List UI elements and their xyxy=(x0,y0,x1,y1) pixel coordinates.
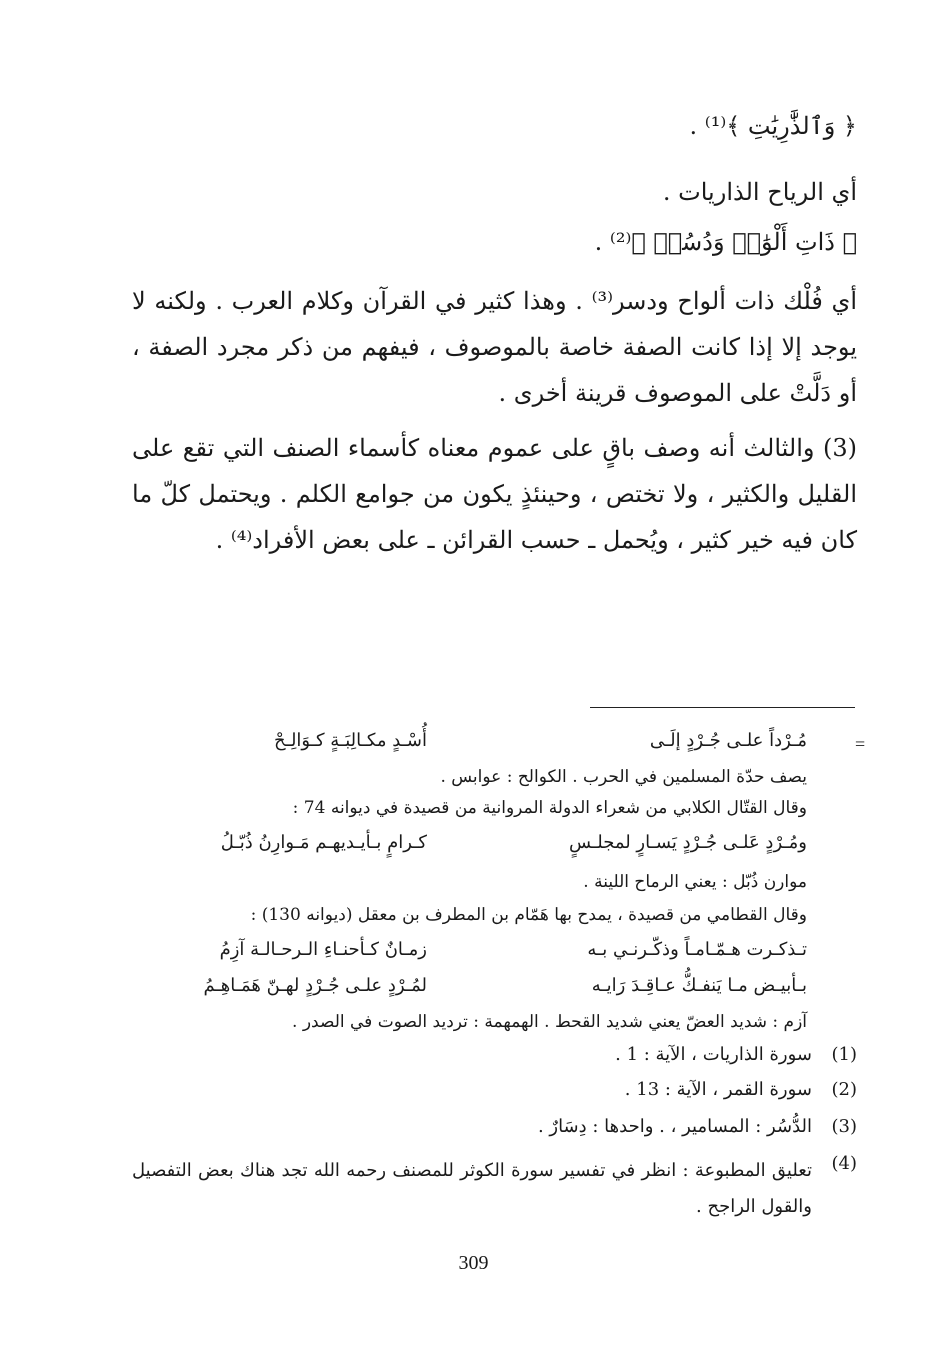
verse-2-first-half: ومُـرْدٍ عَلـى جُـرْدٍ يَسـارٍ لمجلـسٍ xyxy=(569,832,807,853)
explanation-line: أي الرياح الذاريات . xyxy=(662,178,857,206)
quran-verse-adh-dhariyat: ﴿ وَٱلذَّٰرِيَٰتِ ﴾⁽¹⁾ . xyxy=(689,112,857,140)
main-paragraph-1: أي فُلْك ذات ألواح ودسر⁽³⁾ . وهذا كثير في القرآن وكلام العرب . ولكنه لا يوجد إلا إذا كانت الصفة خاصة بالموصوف ، فيفهم من ذكر مجرد الصفة ، أو دَلَّتْ على الموصوف قرينة أخرى . xyxy=(132,287,858,407)
verse-2-second-half: كـرامٍ بـأيـديهـم مَـوارِنُ ذُبّـلُ xyxy=(220,832,427,853)
verse-3-first-half: تـذكـرت هـمّـامـاً وذكّـرنـي بـه xyxy=(587,939,807,960)
footnote-commentary-line: وقال القتّال الكلابي من شعراء الدولة المروانية من قصيدة في ديوانه 74 : xyxy=(292,798,807,818)
page-number: 309 xyxy=(458,1252,489,1274)
footnote-commentary-line: موارن ذُبّل : يعني الرماح اللينة . xyxy=(583,872,807,892)
footnote-text: سورة الذاريات ، الآية : 1 . xyxy=(615,1044,812,1065)
footnote-text: تعليق المطبوعة : انظر في تفسير سورة الكوثر للمصنف رحمه الله تجد هناك بعض التفصيل والقول الراجح . xyxy=(132,1160,812,1217)
footnote-commentary-line: وقال القطامي من قصيدة ، يمدح بها هَمّام بن المطرف بن معقل (ديوانه 130) : xyxy=(250,905,807,925)
footnote-separator xyxy=(590,707,855,708)
quran-verse-al-qamar: ﴿ ذَاتِ أَلْوَٰحٖ وَدُسُرٖ ﴾⁽²⁾ . xyxy=(594,228,857,256)
continuation-mark: = xyxy=(855,734,866,754)
footnote-text: الدُّسُر : المسامير ، . واحدها : دِسَارٌ . xyxy=(537,1116,812,1137)
footnote-text: سورة القمر ، الآية : 13 . xyxy=(624,1079,812,1100)
footnote-number: (4) xyxy=(831,1153,857,1174)
footnote-commentary-line: آزم : شديد العضّ يعني شديد القحط . الهمهمة : ترديد الصوت في الصدر . xyxy=(292,1012,807,1032)
footnote-commentary-line: يصف حدّة المسلمين في الحرب . الكوالح : عوابس . xyxy=(440,767,807,787)
footnote-number: (3) xyxy=(831,1116,857,1137)
footnote-number: (2) xyxy=(831,1079,857,1100)
verse-4-second-half: لمُـرْدٍ علـى جُـرْدٍ لهـنّ هَمَـاهِـمُ xyxy=(203,975,427,996)
verse-3-second-half: زمـانٌ كـأحنـاءِ الـرحـالـة آزِمُ xyxy=(219,939,427,960)
verse-1-first-half: مُـرْداً علـى جُـرْدٍ إلَـى xyxy=(649,730,807,751)
footnote-number: (1) xyxy=(831,1044,857,1065)
verse-4-first-half: بـأبيـض مـا يَنفـكُّ عـاقِـدَ رَايـه xyxy=(591,975,807,996)
verse-1-second-half: أُسْـدٍ مكـالِبَـةٍ كـوَالِـحْ xyxy=(274,730,427,751)
main-paragraph-2: (3) والثالث أنه وصف باقٍ على عموم معناه كأسماء الصنف التي تقع على القليل والكثير ، ولا تختص ، وحينئذٍ يكون من جوامع الكلم . ويحتمل كلّ ما كان فيه خير كثير ، ويُحمل ـ حسب القرائن ـ على بعض الأفراد⁽⁴⁾ . xyxy=(132,434,857,554)
